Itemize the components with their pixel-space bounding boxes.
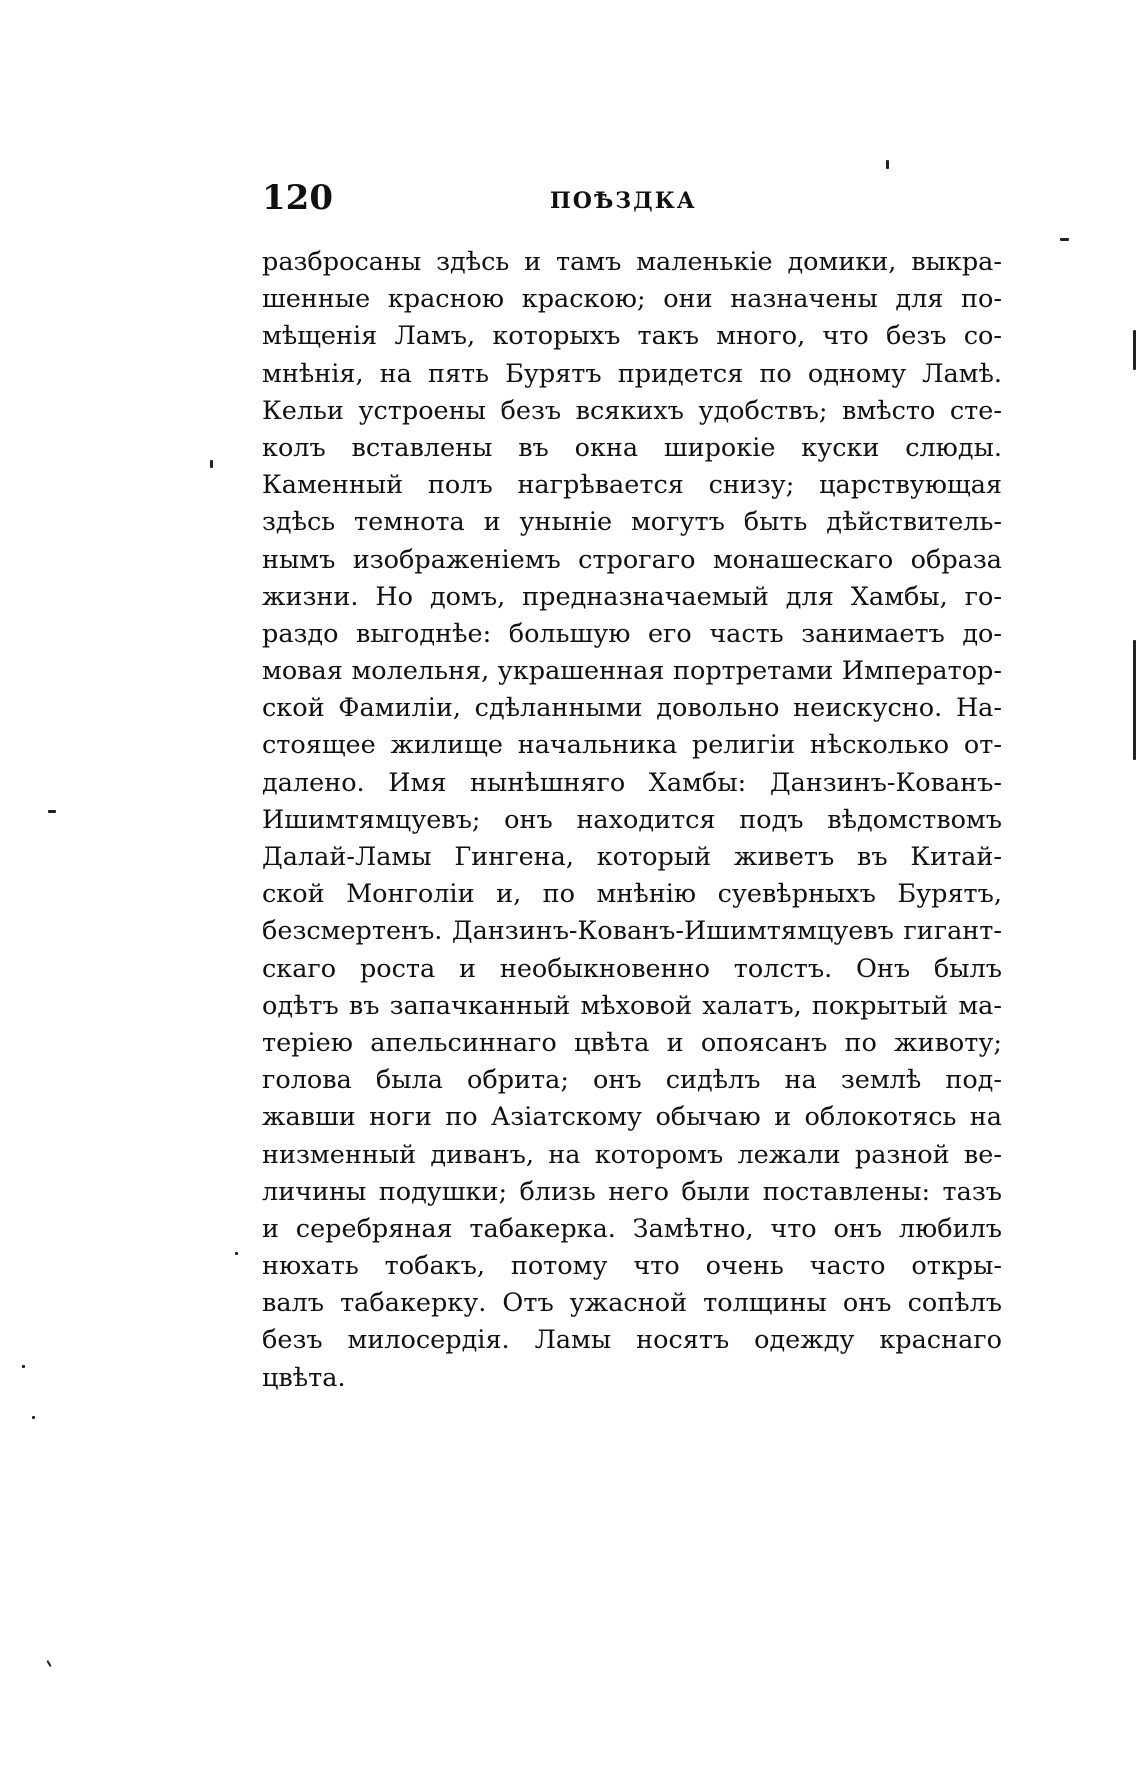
text-line: валъ табакерку. Отъ ужасной толщины онъ сопѣлъ [262,1288,1002,1319]
running-head: ПОѢЗДКА [550,188,697,214]
scan-speck [886,160,889,169]
text-line: мнѣнія, на пять Бурятъ придется по одному Ламѣ. [262,358,1002,389]
scan-speck [1133,640,1136,760]
text-line: цвѣта. [262,1362,346,1393]
text-line: безсмертенъ. Данзинъ-Кованъ-Ишимтямцуевъ гигант- [262,916,1002,947]
text-line: жавши ноги по Азіатскому обычаю и облокотясь на [262,1102,1002,1133]
text-line: мѣщенія Ламъ, которыхъ такъ много, что безъ со- [262,321,1002,352]
text-line: голова была обрита; онъ сидѣлъ на землѣ под- [262,1065,1002,1096]
text-line: жизни. Но домъ, предназначаемый для Хамбы, го- [262,581,1002,612]
text-line: мовая молельня, украшенная портретами Император- [262,656,1002,687]
scan-speck [210,460,213,468]
text-line: нюхать тобакъ, потому что очень часто откры- [262,1251,1002,1282]
text-line: разбросаны здѣсь и тамъ маленькіе домики, выкра- [262,247,1002,277]
scan-speck [46,1660,51,1667]
text-line: безъ милосердія. Ламы носятъ одежду краснаго [262,1325,1002,1356]
text-line: ской Монголіи и, по мнѣнію суевѣрныхъ Бурятъ, [262,879,1002,910]
text-line: личины подушки; близь него были поставлены: тазъ [262,1176,1002,1207]
text-line: Кельи устроены безъ всякихъ удобствъ; вмѣсто сте- [262,395,1002,426]
text-line: Каменный полъ нагрѣвается снизу; царствующая [262,470,1002,501]
scan-speck [22,1365,25,1368]
text-line: нымъ изображеніемъ строгаго монашескаго образа [262,544,1002,575]
text-line: раздо выгоднѣе: большую его часть занимаетъ до- [262,618,1002,649]
page-header [262,178,1002,226]
scan-speck [235,1252,238,1255]
text-line: Ишимтямцуевъ; онъ находится подъ вѣдомствомъ [262,804,1002,835]
page-number: 120 [262,178,333,218]
scan-speck [48,810,56,813]
text-line: шенные красною краскою; они назначены для по- [262,284,1002,315]
scan-speck [32,1416,35,1419]
text-line: далено. Имя нынѣшняго Хамбы: Данзинъ-Кованъ- [262,767,1002,798]
text-line: Далай-Ламы Гингена, который живетъ въ Китай- [262,842,1002,872]
text-line: скаго роста и необыкновенно толстъ. Онъ былъ [262,953,1002,984]
text-line: теріею апельсиннаго цвѣта и опоясанъ по животу; [262,1027,1002,1058]
text-line: колъ вставлены въ окна широкіе куски слюды. [262,432,1002,463]
text-line: ской Фамиліи, сдѣланными довольно неискусно. На- [262,693,1002,724]
text-line: стоящее жилище начальника религіи нѣсколько от- [262,730,1002,761]
scan-speck [1060,238,1069,241]
text-line: одѣтъ въ запачканный мѣховой халатъ, покрытый ма- [262,990,1002,1021]
text-line: низменный диванъ, на которомъ лежали разной ве- [262,1139,1002,1170]
text-line: и серебряная табакерка. Замѣтно, что онъ любилъ [262,1213,1002,1244]
text-line: здѣсь темнота и уныніе могутъ быть дѣйствитель- [262,507,1002,538]
body-text [262,244,1002,1397]
scan-speck [1133,330,1136,370]
